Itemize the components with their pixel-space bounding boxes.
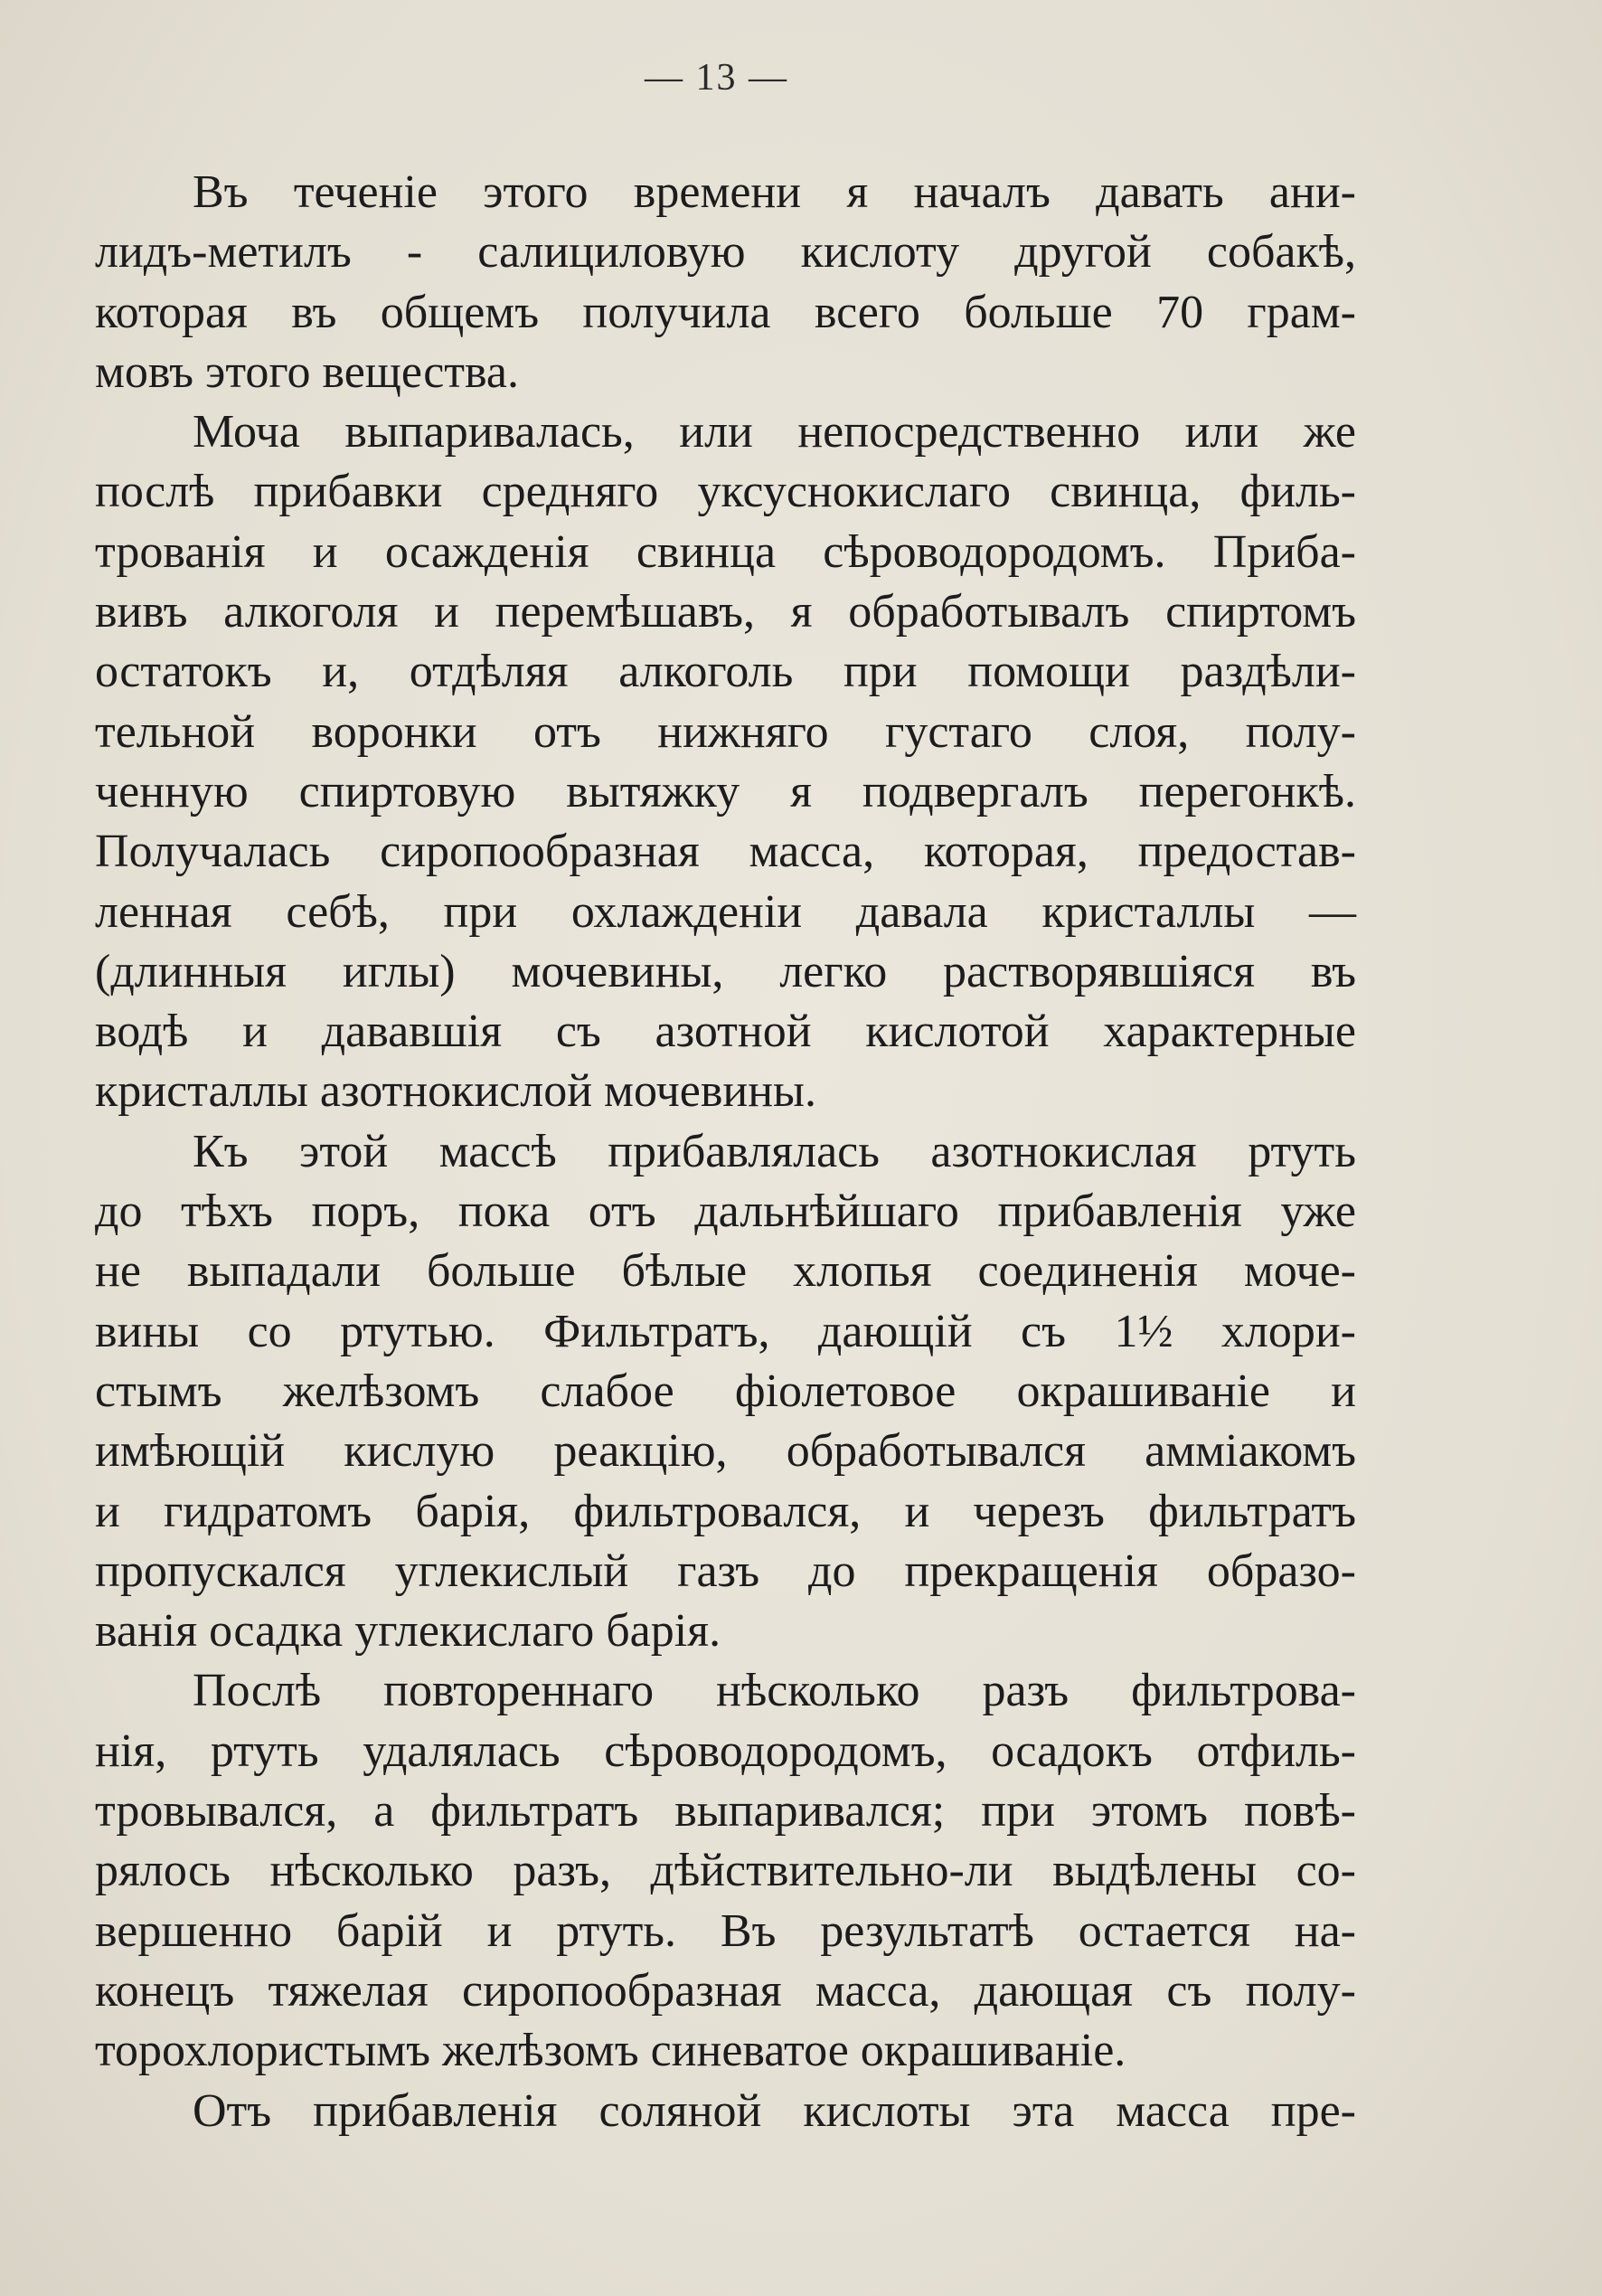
text-line: вершенно барій и ртуть. Въ результатѣ остается на- bbox=[95, 1904, 1356, 1957]
text-line: Послѣ повтореннаго нѣсколько разъ фильтрова- bbox=[193, 1665, 1356, 1717]
text-line: ленная себѣ, при охлажденіи давала кристаллы — bbox=[95, 885, 1356, 938]
text-line: конецъ тяжелая сиропообразная масса, дающая съ полу- bbox=[95, 1964, 1356, 2017]
text-line: имѣющій кислую реакцію, обработывался аммiакомъ bbox=[95, 1425, 1356, 1478]
text-line: которая въ общемъ получила всего больше 70 грам- bbox=[95, 286, 1356, 338]
text-line: и гидратомъ барія, фильтровался, и черезъ фильтратъ bbox=[95, 1485, 1356, 1537]
text-line: трованія и осажденія свинца сѣроводородомъ. Приба- bbox=[95, 525, 1356, 578]
text-line: вивъ алкоголя и перемѣшавъ, я обработывалъ спиртомъ bbox=[95, 586, 1356, 638]
text-line: остатокъ и, отдѣляя алкоголь при помощи раздѣли- bbox=[95, 646, 1356, 698]
page-number: — 13 — bbox=[645, 57, 788, 99]
text-line: Въ теченіе этого времени я началъ давать ани- bbox=[193, 166, 1356, 218]
text-line: ванія осадка углекислаго барія. bbox=[95, 1605, 721, 1658]
text-line: вины со ртутью. Фильтратъ, дающій съ 1½ хлори- bbox=[95, 1305, 1356, 1357]
text-line: (длинныя иглы) мочевины, легко растворявшіяся въ bbox=[95, 945, 1356, 997]
text-line: мовъ этого вещества. bbox=[95, 345, 519, 398]
text-line: послѣ прибавки средняго уксуснокислаго свинца, филь- bbox=[95, 466, 1356, 518]
paragraph-5 bbox=[95, 2082, 1356, 2141]
body-text bbox=[95, 163, 1356, 2141]
text-line: до тѣхъ поръ, пока отъ дальнѣйшаго прибавленія уже bbox=[95, 1186, 1356, 1238]
text-line: пропускался углекислый газъ до прекращенія образо- bbox=[95, 1545, 1356, 1597]
text-line: рялось нѣсколько разъ, дѣйствительно-ли выдѣлены со- bbox=[95, 1845, 1356, 1897]
text-line: Къ этой массѣ прибавлялась азотнокислая ртуть bbox=[193, 1125, 1356, 1177]
text-line: тровывался, а фильтратъ выпаривался; при этомъ повѣ- bbox=[95, 1785, 1356, 1838]
text-line: не выпадали больше бѣлые хлопья соединенія моче- bbox=[95, 1245, 1356, 1298]
paragraph-3 bbox=[95, 1122, 1356, 1662]
text-line: стымъ желѣзомъ слабое фіолетовое окрашиваніе и bbox=[95, 1365, 1356, 1417]
text-line: тельной воронки отъ нижняго густаго слоя, полу- bbox=[95, 705, 1356, 758]
text-line: Отъ прибавленія соляной кислоты эта масса пре- bbox=[193, 2084, 1356, 2137]
paragraph-2 bbox=[95, 402, 1356, 1122]
text-line: Моча выпаривалась, или непосредственно или же bbox=[193, 406, 1356, 458]
text-line: Получалась сиропообразная масса, которая, предостав- bbox=[95, 826, 1356, 878]
text-line: кристаллы азотнокислой мочевины. bbox=[95, 1065, 816, 1118]
paragraph-4 bbox=[95, 1661, 1356, 2081]
text-line: торохлористымъ желѣзомъ синеватое окрашиваніе. bbox=[95, 2025, 1126, 2077]
text-line: водѣ и дававшія съ азотной кислотой характерные bbox=[95, 1006, 1356, 1058]
text-line: лидъ-метилъ - салициловую кислоту другой собакѣ, bbox=[95, 226, 1356, 279]
paragraph-1 bbox=[95, 163, 1356, 402]
text-line: ченную спиртовую вытяжку я подвергалъ перегонкѣ. bbox=[95, 765, 1356, 817]
text-line: нія, ртуть удалялась сѣроводородомъ, осадокъ отфиль- bbox=[95, 1724, 1356, 1777]
